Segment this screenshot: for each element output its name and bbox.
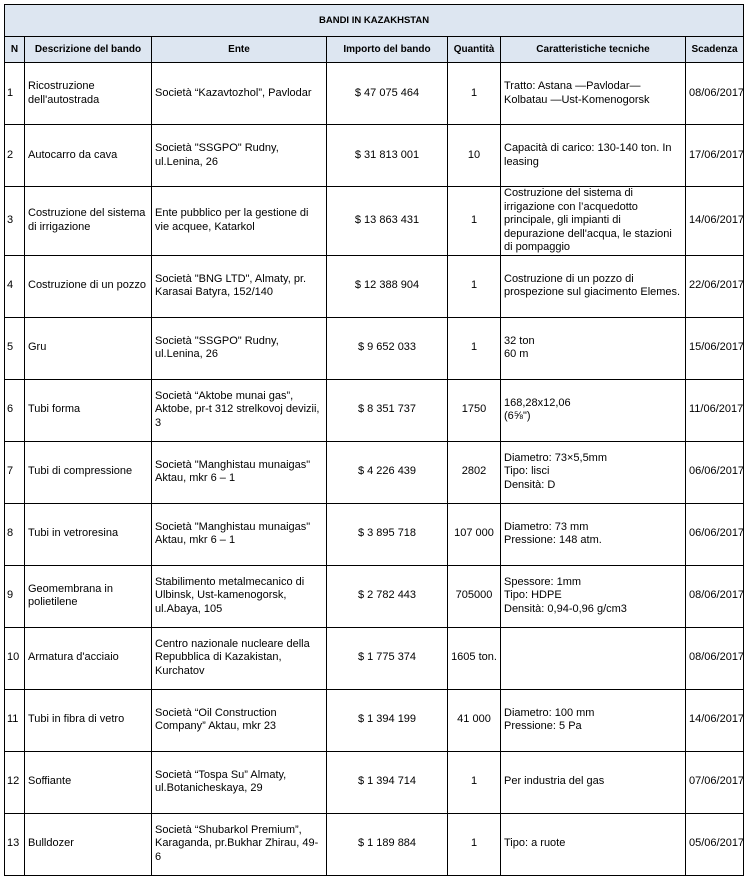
cell-caratteristiche: Costruzione del sistema di irrigazione con l’acquedotto principale, gli impianti di depurazione dell'acqua, le stazioni di pompaggio xyxy=(501,187,686,256)
cell-caratteristiche: 32 ton 60 m xyxy=(501,317,686,379)
cell-n: 12 xyxy=(5,751,25,813)
cell-importo: $ 9 652 033 xyxy=(327,317,448,379)
cell-quantita: 1 xyxy=(448,317,501,379)
cell-scadenza: 17/06/2017 xyxy=(686,125,744,187)
cell-ente: Società "SSGPO" Rudny, ul.Lenina, 26 xyxy=(152,317,327,379)
cell-n: 9 xyxy=(5,565,25,627)
cell-scadenza: 14/06/2017 xyxy=(686,187,744,256)
header-row xyxy=(5,37,744,63)
cell-caratteristiche: Diametro: 73×5,5mm Tipo: lisci Densità: D xyxy=(501,441,686,503)
cell-ente: Società “Shubarkol Premium”, Karaganda, pr.Bukhar Zhirau, 49-6 xyxy=(152,813,327,875)
cell-scadenza: 22/06/2017 xyxy=(686,255,744,317)
cell-n: 5 xyxy=(5,317,25,379)
cell-caratteristiche: Tratto: Astana —Pavlodar—Kolbatau —Ust-Komenogorsk xyxy=(501,63,686,125)
cell-importo: $ 47 075 464 xyxy=(327,63,448,125)
cell-n: 3 xyxy=(5,187,25,256)
cell-descrizione: Armatura d'acciaio xyxy=(25,627,152,689)
cell-n: 1 xyxy=(5,63,25,125)
col-header-descrizione: Descrizione del bando xyxy=(25,37,152,63)
cell-caratteristiche: Diametro: 73 mm Pressione: 148 atm. xyxy=(501,503,686,565)
cell-ente: Società “Aktobe munai gas”, Aktobe, pr-t 312 strelkovoj devizii, 3 xyxy=(152,379,327,441)
cell-caratteristiche: Costruzione di un pozzo di prospezione sul giacimento Elemes. xyxy=(501,255,686,317)
col-header-importo: Importo del bando xyxy=(327,37,448,63)
cell-descrizione: Bulldozer xyxy=(25,813,152,875)
cell-importo: $ 3 895 718 xyxy=(327,503,448,565)
cell-scadenza: 11/06/2017 xyxy=(686,379,744,441)
cell-importo: $ 31 813 001 xyxy=(327,125,448,187)
cell-n: 10 xyxy=(5,627,25,689)
cell-scadenza: 14/06/2017 xyxy=(686,689,744,751)
cell-n: 4 xyxy=(5,255,25,317)
table-row xyxy=(5,751,744,813)
col-header-scadenza: Scadenza xyxy=(686,37,744,63)
col-header-quantita: Quantità xyxy=(448,37,501,63)
col-header-ente: Ente xyxy=(152,37,327,63)
cell-scadenza: 05/06/2017 xyxy=(686,813,744,875)
cell-ente: Società “Kazavtozhol”, Pavlodar xyxy=(152,63,327,125)
table-row xyxy=(5,627,744,689)
cell-importo: $ 13 863 431 xyxy=(327,187,448,256)
cell-n: 2 xyxy=(5,125,25,187)
cell-quantita: 2802 xyxy=(448,441,501,503)
cell-quantita: 1605 ton. xyxy=(448,627,501,689)
cell-descrizione: Costruzione del sistema di irrigazione xyxy=(25,187,152,256)
cell-descrizione: Ricostruzione dell'autostrada xyxy=(25,63,152,125)
cell-ente: Società "SSGPO" Rudny, ul.Lenina, 26 xyxy=(152,125,327,187)
cell-caratteristiche: 168,28x12,06 (6⅝") xyxy=(501,379,686,441)
table-body xyxy=(5,63,744,876)
cell-quantita: 1 xyxy=(448,255,501,317)
cell-descrizione: Tubi in fibra di vetro xyxy=(25,689,152,751)
tenders-table-container xyxy=(4,4,743,876)
cell-quantita: 1750 xyxy=(448,379,501,441)
cell-n: 8 xyxy=(5,503,25,565)
cell-caratteristiche: Tipo: a ruote xyxy=(501,813,686,875)
table-row xyxy=(5,441,744,503)
table-row xyxy=(5,255,744,317)
cell-quantita: 1 xyxy=(448,187,501,256)
cell-ente: Stabilimento metalmecanico di Ulbinsk, Ust-kamenogorsk, ul.Abaya, 105 xyxy=(152,565,327,627)
table-row xyxy=(5,689,744,751)
cell-quantita: 41 000 xyxy=(448,689,501,751)
table-row xyxy=(5,565,744,627)
cell-n: 6 xyxy=(5,379,25,441)
table-row xyxy=(5,379,744,441)
cell-importo: $ 1 775 374 xyxy=(327,627,448,689)
table-row xyxy=(5,317,744,379)
cell-ente: Società "BNG LTD", Almaty, pr. Karasai Batyra, 152/140 xyxy=(152,255,327,317)
cell-ente: Ente pubblico per la gestione di vie acquee, Katarkol xyxy=(152,187,327,256)
cell-ente: Società "Manghistau munaigas" Aktau, mkr 6 – 1 xyxy=(152,441,327,503)
cell-scadenza: 08/06/2017 xyxy=(686,565,744,627)
cell-n: 11 xyxy=(5,689,25,751)
tenders-table xyxy=(4,4,744,876)
table-title: BANDI IN KAZAKHSTAN xyxy=(5,5,744,37)
cell-descrizione: Geomembrana in polietilene xyxy=(25,565,152,627)
col-header-n: N xyxy=(5,37,25,63)
table-row xyxy=(5,125,744,187)
cell-importo: $ 1 394 199 xyxy=(327,689,448,751)
cell-scadenza: 07/06/2017 xyxy=(686,751,744,813)
table-row xyxy=(5,503,744,565)
cell-descrizione: Gru xyxy=(25,317,152,379)
cell-caratteristiche: Diametro: 100 mm Pressione: 5 Pa xyxy=(501,689,686,751)
cell-importo: $ 2 782 443 xyxy=(327,565,448,627)
cell-quantita: 1 xyxy=(448,813,501,875)
cell-descrizione: Tubi forma xyxy=(25,379,152,441)
cell-quantita: 10 xyxy=(448,125,501,187)
cell-n: 13 xyxy=(5,813,25,875)
cell-quantita: 705000 xyxy=(448,565,501,627)
cell-caratteristiche: Spessore: 1mm Tipo: HDPE Densità: 0,94-0,96 g/cm3 xyxy=(501,565,686,627)
cell-importo: $ 8 351 737 xyxy=(327,379,448,441)
cell-scadenza: 08/06/2017 xyxy=(686,627,744,689)
cell-importo: $ 1 189 884 xyxy=(327,813,448,875)
cell-importo: $ 1 394 714 xyxy=(327,751,448,813)
table-row xyxy=(5,813,744,875)
cell-caratteristiche: Per industria del gas xyxy=(501,751,686,813)
cell-ente: Società “Tospa Su” Almaty, ul.Botanicheskaya, 29 xyxy=(152,751,327,813)
cell-importo: $ 12 388 904 xyxy=(327,255,448,317)
cell-quantita: 1 xyxy=(448,63,501,125)
cell-quantita: 1 xyxy=(448,751,501,813)
cell-descrizione: Autocarro da cava xyxy=(25,125,152,187)
cell-scadenza: 06/06/2017 xyxy=(686,441,744,503)
table-row xyxy=(5,187,744,256)
cell-quantita: 107 000 xyxy=(448,503,501,565)
cell-importo: $ 4 226 439 xyxy=(327,441,448,503)
cell-descrizione: Tubi in vetroresina xyxy=(25,503,152,565)
cell-caratteristiche xyxy=(501,627,686,689)
cell-n: 7 xyxy=(5,441,25,503)
cell-descrizione: Tubi di compressione xyxy=(25,441,152,503)
cell-ente: Centro nazionale nucleare della Repubblica di Kazakistan, Kurchatov xyxy=(152,627,327,689)
cell-ente: Società "Manghistau munaigas" Aktau, mkr 6 – 1 xyxy=(152,503,327,565)
cell-ente: Società “Oil Construction Company” Aktau, mkr 23 xyxy=(152,689,327,751)
cell-descrizione: Costruzione di un pozzo xyxy=(25,255,152,317)
col-header-caratteristiche: Caratteristiche tecniche xyxy=(501,37,686,63)
table-row xyxy=(5,63,744,125)
cell-scadenza: 15/06/2017 xyxy=(686,317,744,379)
cell-scadenza: 08/06/2017 xyxy=(686,63,744,125)
cell-descrizione: Soffiante xyxy=(25,751,152,813)
cell-scadenza: 06/06/2017 xyxy=(686,503,744,565)
cell-caratteristiche: Capacità di carico: 130-140 ton. In leasing xyxy=(501,125,686,187)
